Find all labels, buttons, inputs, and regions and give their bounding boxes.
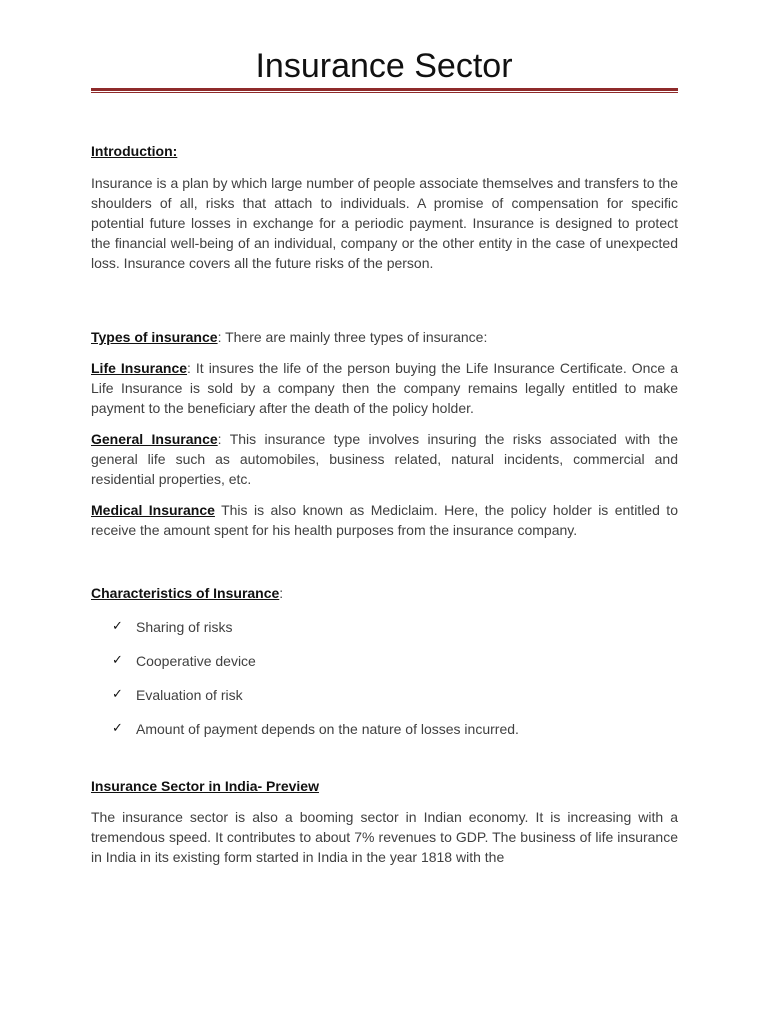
introduction-body: Insurance is a plan by which large number of people associate themselves and transfers to the shoulders of all, risks that attach to individuals. A promise of compensation for specific potential future losses in exchange for a periodic payment. Insurance is designed to protect the financial well-being of an individual, company or the other entity in the case of unexpected loss. Insurance covers all the future risks of the person. (91, 175, 678, 271)
characteristics-line (91, 583, 678, 603)
document-body (91, 141, 678, 867)
general-insurance-paragraph (91, 429, 678, 489)
characteristics-suffix: : (279, 585, 284, 601)
checkmark-icon: ✓ (112, 721, 123, 736)
list-item-text: Cooperative device (136, 653, 256, 669)
medical-insurance-paragraph (91, 500, 678, 540)
general-insurance-term: General Insurance (91, 431, 218, 447)
medical-insurance-text: This is also known as Mediclaim. Here, the policy holder is entitled to receive the amount spent for his health purposes from the insurance company. (91, 502, 678, 538)
title-divider (91, 88, 678, 94)
checkmark-icon: ✓ (112, 653, 123, 668)
list-item (91, 617, 678, 637)
list-item (91, 651, 678, 671)
sector-india-body: The insurance sector is also a booming sector in Indian economy. It is increasing with a tremendous speed. It contributes to about 7% revenues to GDP. The business of life insurance in India in its existing form started in India in the year 1818 with the (91, 809, 678, 865)
page-title: Insurance Sector (255, 47, 513, 85)
list-item-text: Sharing of risks (136, 619, 233, 635)
introduction-heading: Introduction: (91, 143, 178, 159)
general-insurance-text: : This insurance type involves insuring the risks associated with the general life such as automobiles, business related, natural incidents, commercial and residential properties, etc. (91, 431, 678, 487)
list-item (91, 719, 678, 739)
characteristics-heading: Characteristics of Insurance (91, 585, 280, 601)
types-intro (91, 327, 678, 347)
sector-india-heading: Insurance Sector in India- Preview (91, 778, 319, 794)
list-item (91, 685, 678, 705)
life-insurance-term: Life Insurance (91, 360, 188, 376)
life-insurance-text: : It insures the life of the person buying the Life Insurance Certificate. Once a Life Insurance is sold by a company then the company remains legally entitled to make payment to the beneficiary after the death of the policy holder. (91, 360, 678, 416)
list-item-text: Evaluation of risk (136, 687, 243, 703)
title-divider-thin (91, 92, 678, 93)
checkmark-icon: ✓ (112, 619, 123, 634)
types-intro-text: : There are mainly three types of insurance: (217, 329, 488, 345)
types-heading: Types of insurance (91, 329, 218, 345)
characteristics-list (91, 617, 678, 739)
life-insurance-paragraph (91, 358, 678, 418)
list-item-text: Amount of payment depends on the nature of losses incurred. (136, 721, 519, 737)
checkmark-icon: ✓ (112, 687, 123, 702)
medical-insurance-term: Medical Insurance (91, 502, 215, 518)
title-divider-thick (91, 88, 678, 91)
